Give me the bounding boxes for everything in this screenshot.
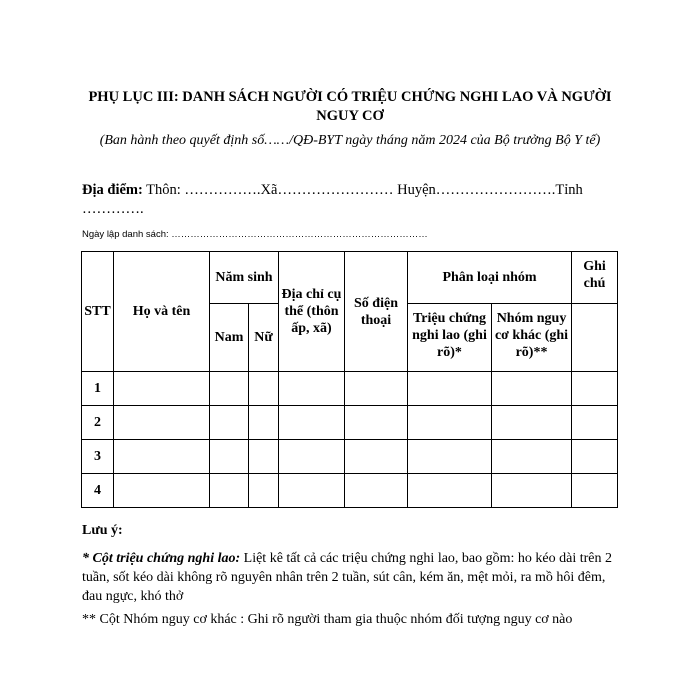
document-subtitle: (Ban hành theo quyết định số……/QĐ-BYT ngày tháng năm 2024 của Bộ trưởng Bộ Y tế) [99,133,601,148]
row-number: 3 [82,440,114,474]
location-label: Địa điểm: [82,182,143,198]
row-number: 4 [82,474,114,508]
header-group: Phân loại nhóm [408,252,572,304]
header-male: Nam [210,304,249,372]
row-number: 2 [82,406,114,440]
header-address: Địa chỉ cụ thể (thôn ấp, xã) [279,252,345,372]
note-symptom-label: * Cột triệu chứng nghi lao: [82,551,241,566]
header-symptom: Triệu chứng nghi lao (ghi rõ)* [408,304,492,372]
row-number: 1 [82,372,114,406]
document-title: PHỤ LỤC III: DANH SÁCH NGƯỜI CÓ TRIỆU CHỨNG NGHI LAO VÀ NGƯỜI NGUY CƠ [88,89,612,124]
table-row [82,406,618,440]
header-stt: STT [82,252,114,372]
date-line: Ngày lập danh sách: ……………………………………………………………………… [82,229,428,240]
header-phone: Số điện thoại [345,252,408,372]
note-symptom-text: Liệt kê tất cả các triệu chứng nghi lao, bao gồm: ho kéo dài trên 2 tuần, sốt kéo dài không rõ nguyên nhân trên 2 tuần, sút cân, kém ăn, mệt mỏi, ra mồ hôi đêm, đau ngực, khó thở [82,551,613,604]
header-risk: Nhóm nguy cơ khác (ghi rõ)** [492,304,572,372]
header-female: Nữ [249,304,279,372]
location-line [82,181,622,219]
header-note-empty [572,304,618,372]
notes-title: Lưu ý: [82,523,123,538]
header-note: Ghi chú [572,252,618,304]
header-name: Họ và tên [114,252,210,372]
note-risk: ** Cột Nhóm nguy cơ khác : Ghi rõ người tham gia thuộc nhóm đối tượng nguy cơ nào [82,612,573,627]
header-birth-year: Năm sinh [210,252,279,304]
location-text: Thôn: …………….Xã…………………… Huyện…………………….Tỉnh …………. [82,182,583,217]
note-symptom [82,549,622,606]
table-row [82,372,618,406]
patient-list-table [81,251,618,508]
table-row [82,440,618,474]
table-row [82,474,618,508]
